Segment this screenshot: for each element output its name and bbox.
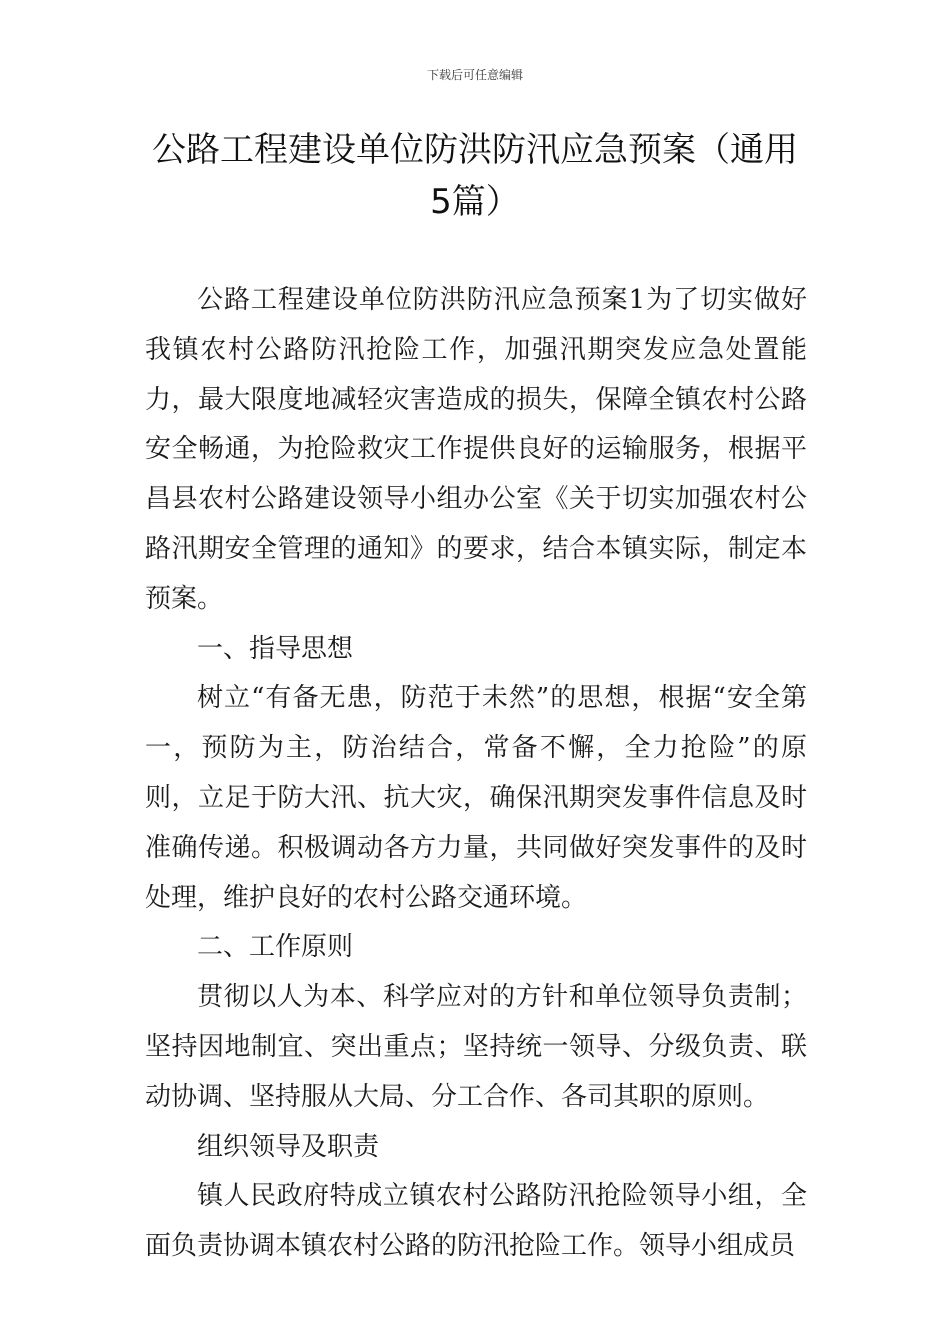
paragraph-work-principles: 贯彻以人为本、科学应对的方针和单位领导负责制；坚持因地制宜、突出重点；坚持统一领导、分级负责、联动协调、坚持服从大局、分工合作、各司其职的原则。: [145, 982, 807, 1112]
section-heading-organization: 组织领导及职责: [197, 1131, 380, 1162]
document-body: [145, 276, 807, 1272]
section-heading-guiding-ideology: 一、指导思想: [197, 633, 354, 664]
section-heading-work-principles: 二、工作原则: [197, 932, 354, 963]
paragraph-intro: 公路工程建设单位防洪防汛应急预案1为了切实做好我镇农村公路防汛抢险工作，加强汛期突发应急处置能力，最大限度地减轻灾害造成的损失，保障全镇农村公路安全畅通，为抢险救灾工作提供良好的运输服务，根据平昌县农村公路建设领导小组办公室《关于切实加强农村公路汛期安全管理的通知》的要求，结合本镇实际，制定本预案。: [145, 285, 807, 614]
header-note: 下载后可任意编辑: [426, 68, 523, 82]
document-title: 公路工程建设单位防洪防汛应急预案（通用5篇）: [152, 130, 798, 222]
paragraph-organization: 镇人民政府特成立镇农村公路防汛抢险领导小组，全面负责协调本镇农村公路的防汛抢险工作。领导小组成员: [145, 1181, 807, 1262]
paragraph-guiding-ideology: 树立“有备无患，防范于未然”的思想，根据“安全第一，预防为主，防治结合，常备不懈，全力抢险”的原则，立足于防大汛、抗大灾，确保汛期突发事件信息及时准确传递。积极调动各方力量，共同做好突发事件的及时处理，维护良好的农村公路交通环境。: [145, 683, 807, 913]
